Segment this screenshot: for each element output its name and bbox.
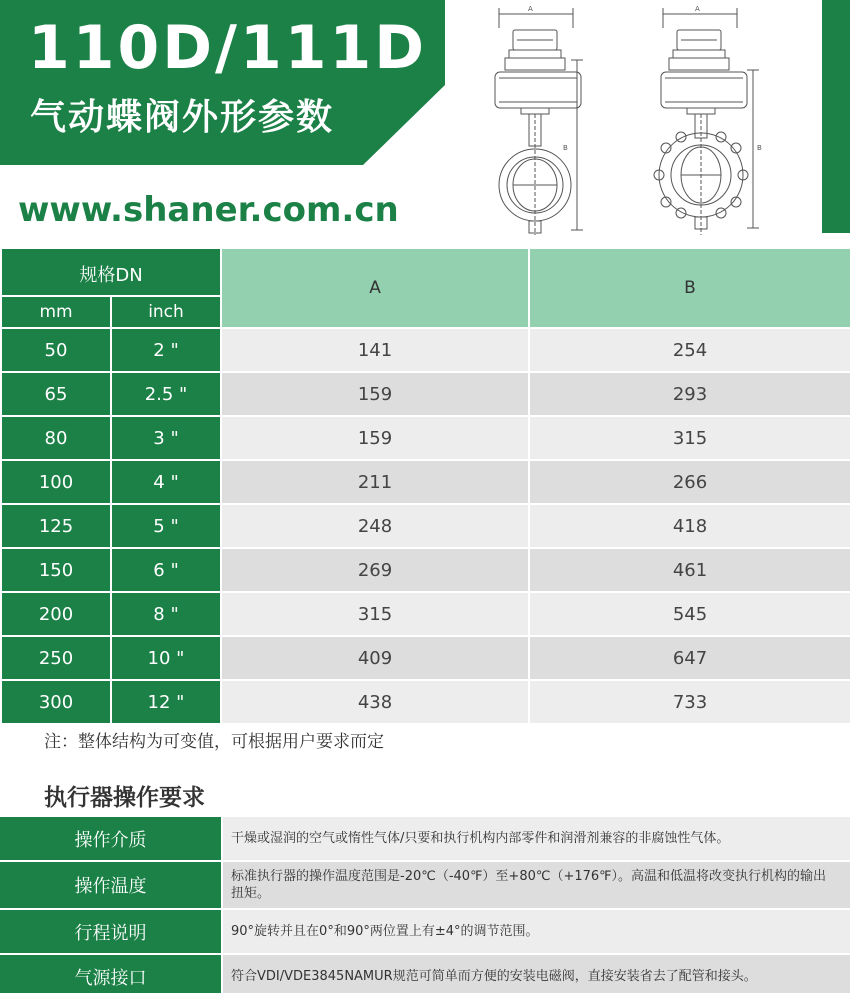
inch-header: inch	[111, 296, 221, 328]
req-text-temperature: 标准执行器的操作温度范围是-20℃（-40℉）至+80℃（+176℉）。高温和低温将改变执行机构的输出扭矩。	[223, 862, 850, 908]
table-row	[1, 592, 850, 636]
req-label-temperature: 操作温度	[0, 862, 221, 908]
product-title: 110D/111D	[28, 13, 428, 83]
cell-b: 545	[529, 592, 850, 636]
table-row	[1, 504, 850, 548]
lug-valve-drawing	[654, 5, 762, 235]
table-row	[1, 328, 850, 372]
cell-a: 159	[221, 372, 529, 416]
cell-b: 254	[529, 328, 850, 372]
cell-mm: 50	[1, 328, 111, 372]
cell-a: 248	[221, 504, 529, 548]
list-item	[0, 817, 850, 860]
req-text-medium: 干燥或湿润的空气或惰性气体/只要和执行机构内部零件和润滑剂兼容的非腐蚀性气体。	[223, 817, 850, 860]
table-row	[1, 548, 850, 592]
req-label-stroke: 行程说明	[0, 910, 221, 953]
cell-inch: 12 "	[111, 680, 221, 724]
dim-a-label-1: A	[528, 5, 533, 13]
cell-mm: 125	[1, 504, 111, 548]
cell-b: 418	[529, 504, 850, 548]
table-note: 注：整体结构为可变值，可根据用户要求而定	[44, 732, 384, 752]
cell-mm: 300	[1, 680, 111, 724]
req-label-air-port: 气源接口	[0, 955, 221, 993]
section-title-requirements: 执行器操作要求	[44, 785, 205, 811]
dim-a-label-2: A	[695, 5, 700, 13]
cell-a: 409	[221, 636, 529, 680]
col-b-header: B	[529, 248, 850, 328]
cell-mm: 250	[1, 636, 111, 680]
cell-a: 141	[221, 328, 529, 372]
cell-a: 315	[221, 592, 529, 636]
dim-b-label-1: B	[563, 144, 568, 152]
cell-mm: 80	[1, 416, 111, 460]
cell-inch: 2.5 "	[111, 372, 221, 416]
cell-b: 461	[529, 548, 850, 592]
product-subtitle: 气动蝶阀外形参数	[30, 97, 335, 138]
dn-header: 规格DN	[1, 248, 221, 296]
table-row	[1, 460, 850, 504]
table-row	[1, 680, 850, 724]
cell-inch: 10 "	[111, 636, 221, 680]
cell-inch: 8 "	[111, 592, 221, 636]
cell-mm: 200	[1, 592, 111, 636]
cell-inch: 6 "	[111, 548, 221, 592]
cell-b: 315	[529, 416, 850, 460]
cell-mm: 150	[1, 548, 111, 592]
cell-a: 269	[221, 548, 529, 592]
cell-inch: 3 "	[111, 416, 221, 460]
cell-b: 733	[529, 680, 850, 724]
cell-b: 266	[529, 460, 850, 504]
dimension-table	[0, 247, 850, 725]
cell-a: 211	[221, 460, 529, 504]
list-item	[0, 862, 850, 908]
cell-mm: 100	[1, 460, 111, 504]
cell-inch: 4 "	[111, 460, 221, 504]
table-row	[1, 636, 850, 680]
cell-a: 159	[221, 416, 529, 460]
requirements-list	[0, 817, 850, 993]
wafer-valve-drawing	[495, 5, 583, 235]
cell-mm: 65	[1, 372, 111, 416]
list-item	[0, 910, 850, 953]
table-row	[1, 416, 850, 460]
req-text-air-port: 符合VDI/VDE3845NAMUR规范可简单而方便的安装电磁阀，直接安装省去了配管和接头。	[223, 955, 850, 993]
cell-inch: 2 "	[111, 328, 221, 372]
website-url[interactable]: www.shaner.com.cn	[18, 190, 399, 230]
valve-drawings	[485, 0, 805, 240]
cell-b: 293	[529, 372, 850, 416]
req-label-medium: 操作介质	[0, 817, 221, 860]
req-text-stroke: 90°旋转并且在0°和90°两位置上有±4°的调节范围。	[223, 910, 850, 953]
cell-inch: 5 "	[111, 504, 221, 548]
list-item	[0, 955, 850, 993]
decorative-bar	[822, 0, 850, 233]
col-a-header: A	[221, 248, 529, 328]
cell-b: 647	[529, 636, 850, 680]
cell-a: 438	[221, 680, 529, 724]
table-row	[1, 372, 850, 416]
dim-b-label-2: B	[757, 144, 762, 152]
mm-header: mm	[1, 296, 111, 328]
